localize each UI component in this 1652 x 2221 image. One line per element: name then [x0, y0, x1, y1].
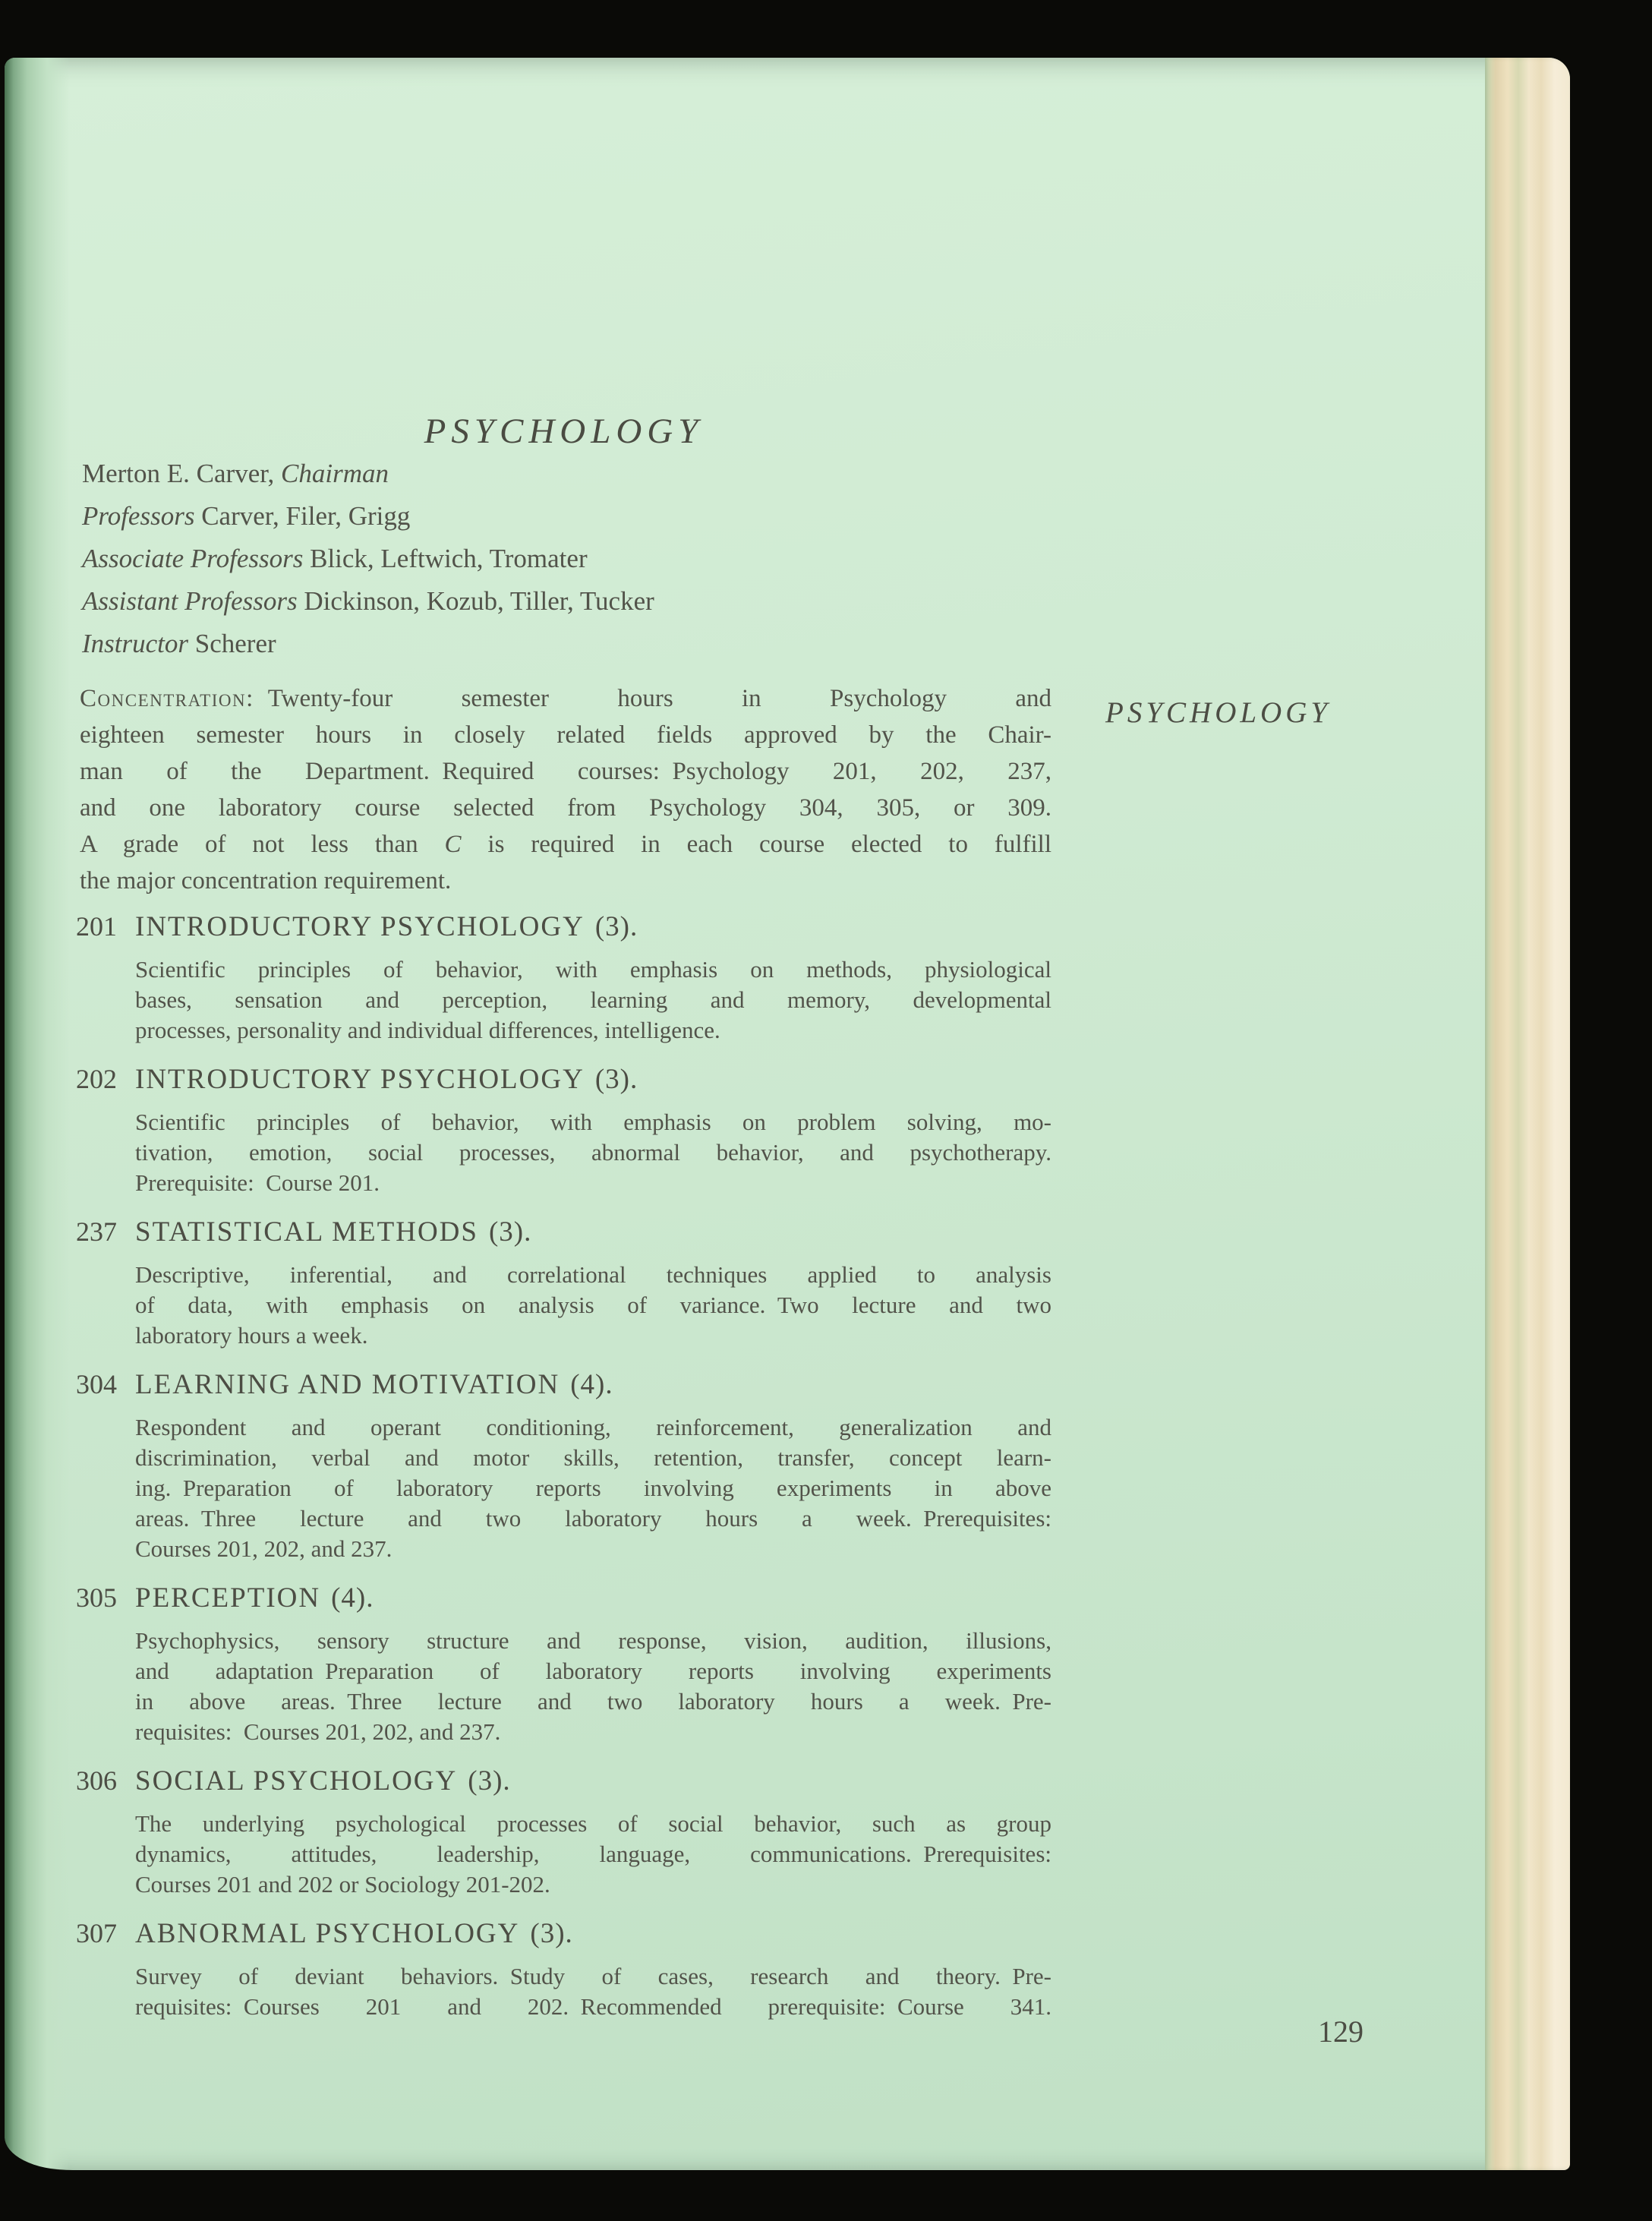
- concentration-line: the major concentration requirement.: [80, 867, 452, 894]
- course-title: LEARNING AND MOTIVATION: [135, 1369, 560, 1400]
- faculty-role: Assistant Professors: [82, 586, 298, 616]
- faculty-text-post: Carver, Filer, Grigg: [194, 501, 411, 531]
- faculty-role: Professors: [82, 501, 195, 531]
- course-description-line: Prerequisite: Course 201.: [135, 1169, 380, 1196]
- course-number: 304: [76, 1369, 117, 1399]
- concentration-text: Twenty-four semester hours in Psychology and: [267, 685, 1051, 712]
- course-heading: [76, 1213, 1051, 1251]
- course-number: 306: [76, 1765, 117, 1796]
- course-description-line: discrimination, verbal and motor skills, retention, transfer, concept learn-: [135, 1444, 1051, 1471]
- course-description: [135, 1626, 1051, 1747]
- page-title: PSYCHOLOGY: [424, 412, 704, 451]
- course-heading: [76, 1061, 1051, 1098]
- course-description: [135, 1260, 1051, 1351]
- course-credits: (3).: [468, 1765, 511, 1797]
- course-title: STATISTICAL METHODS: [135, 1216, 478, 1248]
- course-listing: [76, 908, 1051, 1046]
- course-title: SOCIAL PSYCHOLOGY: [135, 1765, 458, 1797]
- course-description-line: of data, with emphasis on analysis of variance. Two lecture and two: [135, 1292, 1051, 1318]
- margin-note: PSYCHOLOGY: [1105, 696, 1332, 729]
- course-description: [135, 1961, 1051, 2022]
- course-credits: (3).: [488, 1216, 532, 1248]
- course-description: [135, 1412, 1051, 1564]
- course-description: [135, 1809, 1051, 1900]
- course-description-line: bases, sensation and perception, learning and memory, developmental: [135, 986, 1051, 1013]
- course-description-line: processes, personality and individual differences, intelligence.: [135, 1017, 720, 1043]
- course-credits: (3).: [594, 911, 638, 942]
- course-listing: [76, 1366, 1051, 1564]
- course-heading: [76, 908, 1051, 945]
- page-edge-stack: [1485, 58, 1570, 2170]
- page-number: 129: [1318, 2014, 1364, 2049]
- concentration-lead: Concentration:: [80, 685, 268, 712]
- course-list: [76, 908, 1051, 2022]
- course-description: [135, 1107, 1051, 1198]
- course-listing: [76, 1762, 1051, 1900]
- course-description-line: in above areas. Three lecture and two laboratory hours a week. Pre-: [135, 1688, 1051, 1715]
- faculty-text-post: Scherer: [188, 629, 276, 658]
- concentration-line: eighteen semester hours in closely related fields approved by the Chair-: [80, 721, 1051, 749]
- course-description-line: Survey of deviant behaviors. Study of cases, research and theory. Pre-: [135, 1963, 1051, 1989]
- spine-shadow: [5, 58, 70, 2170]
- faculty-role: Chairman: [281, 459, 389, 488]
- course-listing: [76, 1213, 1051, 1351]
- faculty-list: [82, 453, 1051, 665]
- course-listing: [76, 1061, 1051, 1198]
- faculty-text-post: Blick, Leftwich, Tromater: [303, 544, 588, 573]
- course-description-line: areas. Three lecture and two laboratory hours a week. Prerequisites:: [135, 1505, 1051, 1532]
- course-number: 305: [76, 1582, 117, 1613]
- course-description-line: Descriptive, inferential, and correlational techniques applied to analysis: [135, 1261, 1051, 1288]
- faculty-role: Associate Professors: [82, 544, 304, 573]
- course-number: 307: [76, 1918, 117, 1948]
- course-number: 201: [76, 911, 117, 942]
- course-number: 237: [76, 1216, 117, 1247]
- faculty-line: [82, 538, 1051, 580]
- course-description-line: ing. Preparation of laboratory reports involving experiments in above: [135, 1475, 1051, 1501]
- course-description-line: Scientific principles of behavior, with emphasis on problem solving, mo-: [135, 1109, 1051, 1135]
- course-description-line: Psychophysics, sensory structure and response, vision, audition, illusions,: [135, 1627, 1051, 1654]
- course-title: PERCEPTION: [135, 1582, 321, 1614]
- course-description-line: The underlying psychological processes of social behavior, such as group: [135, 1810, 1051, 1837]
- faculty-line: [82, 580, 1051, 623]
- course-description-line: tivation, emotion, social processes, abnormal behavior, and psychotherapy.: [135, 1139, 1051, 1166]
- concentration-line: [80, 680, 1051, 717]
- faculty-line: [82, 453, 1051, 495]
- course-heading: [76, 1915, 1051, 1952]
- course-heading: [76, 1579, 1051, 1617]
- concentration-text: A grade of not less than: [80, 831, 445, 858]
- course-title: INTRODUCTORY PSYCHOLOGY: [135, 911, 585, 942]
- course-title: INTRODUCTORY PSYCHOLOGY: [135, 1064, 585, 1095]
- course-description-line: Courses 201, 202, and 237.: [135, 1535, 393, 1562]
- course-description-line: dynamics, attitudes, leadership, language, communications. Prerequisites:: [135, 1841, 1051, 1867]
- course-credits: (4).: [570, 1369, 613, 1400]
- concentration-line: and one laboratory course selected from Psychology 304, 305, or 309.: [80, 794, 1051, 822]
- course-description: [135, 954, 1051, 1046]
- book-page: [5, 58, 1570, 2170]
- concentration-paragraph: [80, 680, 1051, 899]
- course-credits: (4).: [331, 1582, 374, 1614]
- concentration-line: [80, 826, 1051, 863]
- course-number: 202: [76, 1064, 117, 1094]
- course-description-line: Respondent and operant conditioning, reinforcement, generalization and: [135, 1414, 1051, 1440]
- concentration-text: is required in each course elected to fulfill: [461, 831, 1051, 858]
- page-content: [76, 58, 1051, 2037]
- faculty-line: [82, 495, 1051, 538]
- course-description-line: requisites: Courses 201 and 202. Recommended prerequisite: Course 341.: [135, 1993, 1051, 2020]
- course-description-line: Courses 201 and 202 or Sociology 201-202.: [135, 1871, 550, 1898]
- faculty-line: [82, 623, 1051, 665]
- course-heading: [76, 1762, 1051, 1800]
- course-title: ABNORMAL PSYCHOLOGY: [135, 1918, 520, 1949]
- course-description-line: requisites: Courses 201, 202, and 237.: [135, 1718, 501, 1745]
- course-credits: (3).: [530, 1918, 573, 1949]
- faculty-role: Instructor: [82, 629, 188, 658]
- course-description-line: Scientific principles of behavior, with emphasis on methods, physiological: [135, 956, 1051, 983]
- grade-letter: C: [444, 831, 462, 858]
- faculty-text-pre: Merton E. Carver,: [82, 459, 281, 488]
- course-credits: (3).: [594, 1064, 638, 1095]
- course-description-line: and adaptation Preparation of laboratory reports involving experiments: [135, 1658, 1051, 1684]
- faculty-text-post: Dickinson, Kozub, Tiller, Tucker: [297, 586, 654, 616]
- concentration-line: man of the Department. Required courses: Psychology 201, 202, 237,: [80, 758, 1051, 785]
- course-heading: [76, 1366, 1051, 1403]
- course-description-line: laboratory hours a week.: [135, 1322, 368, 1349]
- course-listing: [76, 1915, 1051, 2022]
- course-listing: [76, 1579, 1051, 1747]
